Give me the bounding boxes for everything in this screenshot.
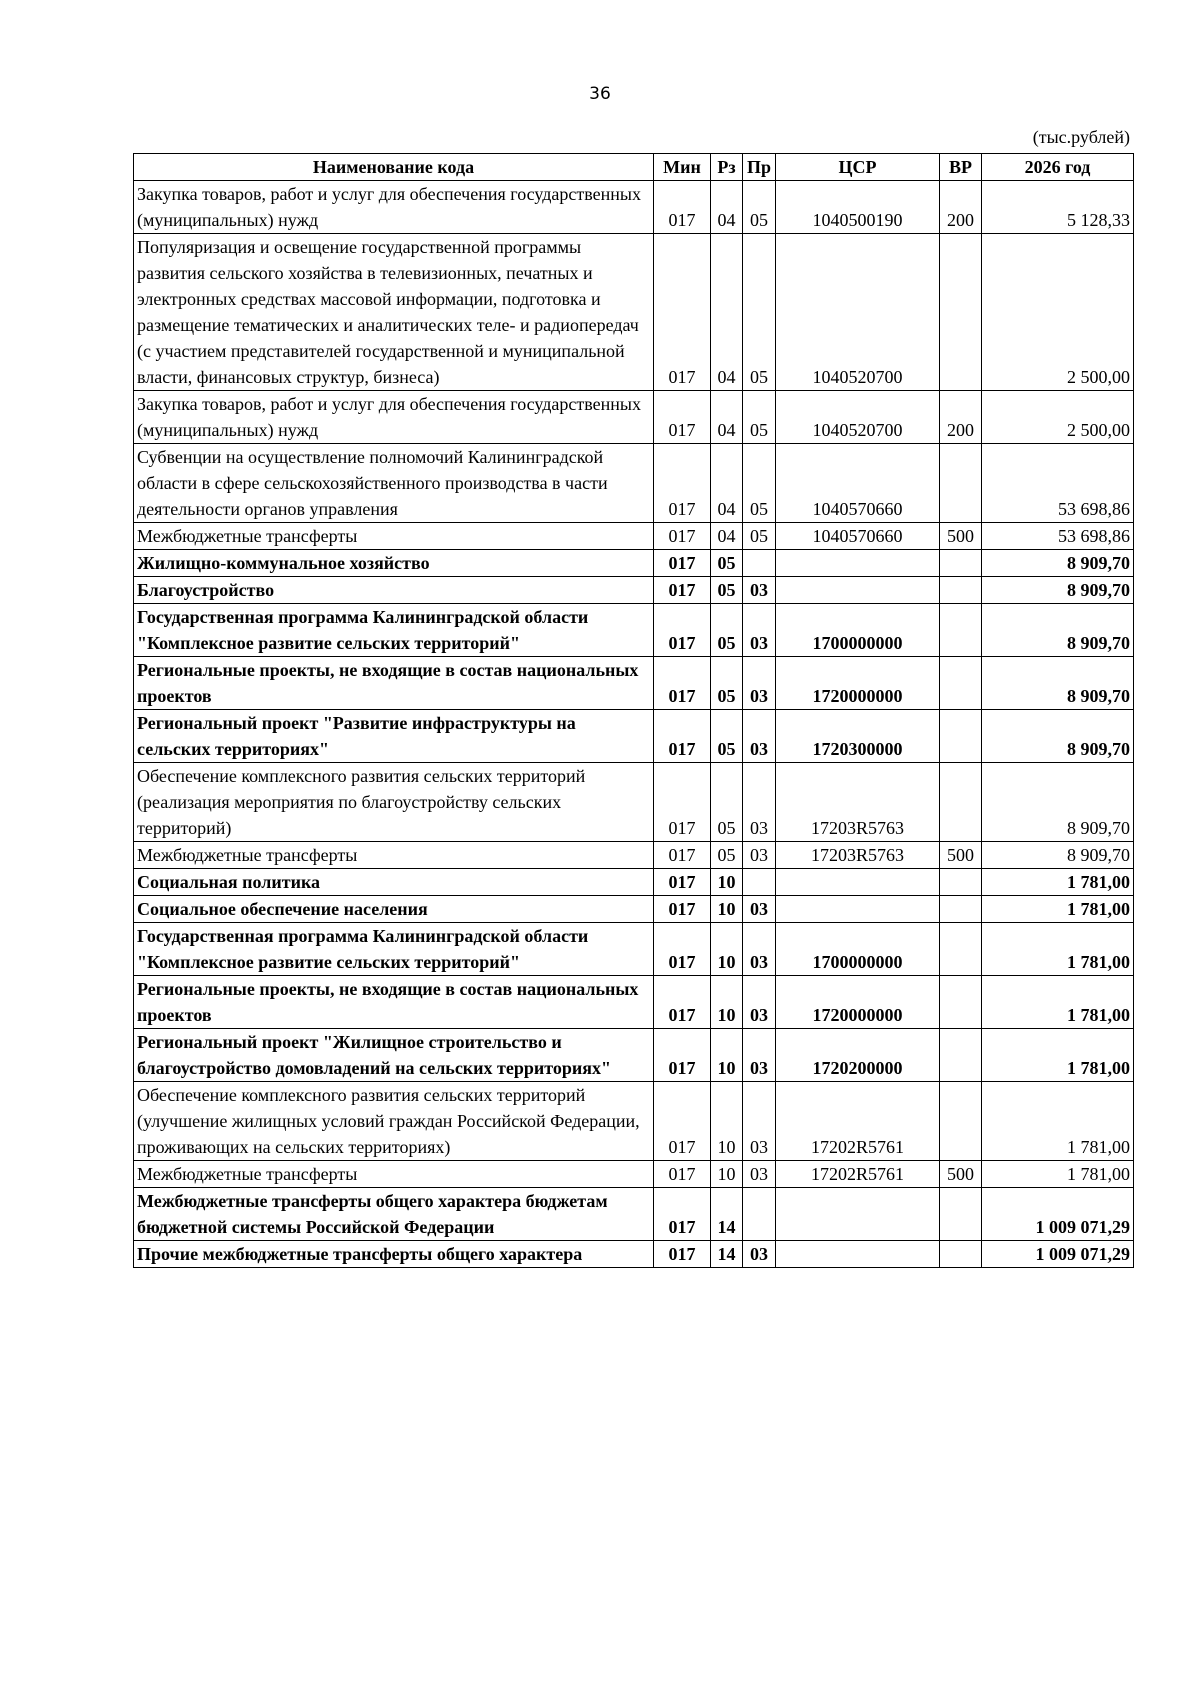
cell-csr: 17203R5763 <box>776 842 940 869</box>
cell-vr <box>940 896 982 923</box>
cell-name: Региональные проекты, не входящие в состав национальных проектов <box>134 976 654 1029</box>
cell-rz: 10 <box>711 923 743 976</box>
cell-min: 017 <box>654 657 711 710</box>
cell-sum: 53 698,86 <box>982 444 1134 523</box>
cell-vr <box>940 657 982 710</box>
cell-vr: 200 <box>940 181 982 234</box>
budget-table <box>133 153 1134 1268</box>
cell-name: Межбюджетные трансферты <box>134 842 654 869</box>
table-row <box>134 444 1134 523</box>
cell-min: 017 <box>654 1241 711 1268</box>
table-row <box>134 1029 1134 1082</box>
cell-name: Межбюджетные трансферты <box>134 1161 654 1188</box>
cell-csr: 1720000000 <box>776 657 940 710</box>
cell-name: Социальная политика <box>134 869 654 896</box>
cell-min: 017 <box>654 710 711 763</box>
cell-pr <box>743 1188 776 1241</box>
cell-vr <box>940 923 982 976</box>
cell-vr <box>940 234 982 391</box>
header-min: Мин <box>654 154 711 181</box>
cell-min: 017 <box>654 604 711 657</box>
cell-rz: 10 <box>711 1029 743 1082</box>
cell-name: Межбюджетные трансферты <box>134 523 654 550</box>
cell-sum: 1 781,00 <box>982 976 1134 1029</box>
cell-pr: 05 <box>743 234 776 391</box>
cell-name: Обеспечение комплексного развития сельских территорий (улучшение жилищных условий граждан Российской Федерации, проживающих на сельских территориях) <box>134 1082 654 1161</box>
cell-rz: 04 <box>711 444 743 523</box>
cell-min: 017 <box>654 869 711 896</box>
cell-name: Региональные проекты, не входящие в состав национальных проектов <box>134 657 654 710</box>
cell-csr <box>776 1188 940 1241</box>
cell-name: Межбюджетные трансферты общего характера бюджетам бюджетной системы Российской Федерации <box>134 1188 654 1241</box>
cell-csr: 17202R5761 <box>776 1082 940 1161</box>
cell-min: 017 <box>654 842 711 869</box>
cell-csr <box>776 896 940 923</box>
cell-min: 017 <box>654 763 711 842</box>
cell-min: 017 <box>654 181 711 234</box>
cell-min: 017 <box>654 1161 711 1188</box>
cell-pr: 03 <box>743 1029 776 1082</box>
cell-rz: 10 <box>711 976 743 1029</box>
cell-name: Региональный проект "Развитие инфраструктуры на сельских территориях" <box>134 710 654 763</box>
cell-min: 017 <box>654 976 711 1029</box>
table-row <box>134 181 1134 234</box>
table-row <box>134 604 1134 657</box>
cell-pr: 05 <box>743 523 776 550</box>
cell-sum: 1 781,00 <box>982 1082 1134 1161</box>
cell-csr <box>776 577 940 604</box>
cell-csr: 17203R5763 <box>776 763 940 842</box>
cell-name: Обеспечение комплексного развития сельских территорий (реализация мероприятия по благоустройству сельских территорий) <box>134 763 654 842</box>
cell-vr: 200 <box>940 391 982 444</box>
cell-vr <box>940 1082 982 1161</box>
cell-rz: 10 <box>711 869 743 896</box>
cell-pr: 03 <box>743 842 776 869</box>
cell-min: 017 <box>654 923 711 976</box>
cell-csr: 1700000000 <box>776 923 940 976</box>
cell-csr: 1040520700 <box>776 234 940 391</box>
cell-rz: 05 <box>711 550 743 577</box>
cell-rz: 05 <box>711 763 743 842</box>
cell-rz: 04 <box>711 523 743 550</box>
cell-csr: 1720300000 <box>776 710 940 763</box>
cell-rz: 10 <box>711 1082 743 1161</box>
table-header-row <box>134 154 1134 181</box>
cell-min: 017 <box>654 523 711 550</box>
cell-vr: 500 <box>940 523 982 550</box>
cell-name: Закупка товаров, работ и услуг для обеспечения государственных (муниципальных) нужд <box>134 181 654 234</box>
cell-min: 017 <box>654 444 711 523</box>
cell-name: Государственная программа Калининградской области "Комплексное развитие сельских территорий" <box>134 604 654 657</box>
cell-csr: 1040500190 <box>776 181 940 234</box>
cell-sum: 8 909,70 <box>982 763 1134 842</box>
cell-min: 017 <box>654 896 711 923</box>
cell-min: 017 <box>654 577 711 604</box>
cell-min: 017 <box>654 391 711 444</box>
cell-min: 017 <box>654 1029 711 1082</box>
table-row <box>134 710 1134 763</box>
table-row <box>134 550 1134 577</box>
cell-name: Социальное обеспечение населения <box>134 896 654 923</box>
cell-rz: 14 <box>711 1188 743 1241</box>
cell-pr: 05 <box>743 181 776 234</box>
cell-pr: 03 <box>743 657 776 710</box>
cell-vr <box>940 604 982 657</box>
cell-rz: 04 <box>711 391 743 444</box>
cell-sum: 1 781,00 <box>982 1161 1134 1188</box>
cell-sum: 2 500,00 <box>982 234 1134 391</box>
table-row <box>134 1161 1134 1188</box>
cell-pr: 05 <box>743 444 776 523</box>
cell-name: Закупка товаров, работ и услуг для обеспечения государственных (муниципальных) нужд <box>134 391 654 444</box>
cell-name: Благоустройство <box>134 577 654 604</box>
table-row <box>134 869 1134 896</box>
table-row <box>134 657 1134 710</box>
table-row <box>134 391 1134 444</box>
cell-csr: 1720200000 <box>776 1029 940 1082</box>
cell-sum: 8 909,70 <box>982 604 1134 657</box>
cell-rz: 10 <box>711 1161 743 1188</box>
cell-sum: 53 698,86 <box>982 523 1134 550</box>
header-pr: Пр <box>743 154 776 181</box>
header-year: 2026 год <box>982 154 1134 181</box>
cell-vr <box>940 1029 982 1082</box>
cell-rz: 05 <box>711 577 743 604</box>
cell-rz: 05 <box>711 657 743 710</box>
cell-sum: 1 781,00 <box>982 896 1134 923</box>
units-label: (тыс.рублей) <box>1032 127 1130 147</box>
cell-sum: 5 128,33 <box>982 181 1134 234</box>
cell-pr: 03 <box>743 710 776 763</box>
cell-rz: 04 <box>711 181 743 234</box>
cell-sum: 2 500,00 <box>982 391 1134 444</box>
cell-sum: 1 009 071,29 <box>982 1241 1134 1268</box>
cell-pr: 03 <box>743 577 776 604</box>
cell-pr: 03 <box>743 763 776 842</box>
cell-name: Субвенции на осуществление полномочий Калининградской области в сфере сельскохозяйственного производства в части деятельности органов управления <box>134 444 654 523</box>
table-row <box>134 1082 1134 1161</box>
cell-sum: 8 909,70 <box>982 657 1134 710</box>
cell-pr: 03 <box>743 1241 776 1268</box>
cell-rz: 04 <box>711 234 743 391</box>
header-rz: Рз <box>711 154 743 181</box>
cell-sum: 8 909,70 <box>982 710 1134 763</box>
cell-pr <box>743 550 776 577</box>
cell-vr <box>940 1241 982 1268</box>
cell-vr: 500 <box>940 842 982 869</box>
cell-sum: 8 909,70 <box>982 550 1134 577</box>
cell-sum: 1 009 071,29 <box>982 1188 1134 1241</box>
cell-csr: 1040570660 <box>776 444 940 523</box>
table-row <box>134 763 1134 842</box>
cell-csr <box>776 1241 940 1268</box>
cell-rz: 05 <box>711 710 743 763</box>
cell-name: Государственная программа Калининградской области "Комплексное развитие сельских территорий" <box>134 923 654 976</box>
table-row <box>134 842 1134 869</box>
cell-pr: 03 <box>743 923 776 976</box>
cell-vr <box>940 976 982 1029</box>
cell-min: 017 <box>654 1188 711 1241</box>
cell-vr <box>940 444 982 523</box>
cell-csr: 1720000000 <box>776 976 940 1029</box>
cell-name: Жилищно-коммунальное хозяйство <box>134 550 654 577</box>
cell-rz: 05 <box>711 842 743 869</box>
table-row <box>134 1188 1134 1241</box>
cell-min: 017 <box>654 550 711 577</box>
cell-sum: 1 781,00 <box>982 1029 1134 1082</box>
header-name: Наименование кода <box>134 154 654 181</box>
header-csr: ЦСР <box>776 154 940 181</box>
cell-vr <box>940 710 982 763</box>
cell-vr <box>940 550 982 577</box>
cell-vr <box>940 869 982 896</box>
cell-vr <box>940 1188 982 1241</box>
table-row <box>134 577 1134 604</box>
table-row <box>134 1241 1134 1268</box>
cell-rz: 14 <box>711 1241 743 1268</box>
cell-pr: 03 <box>743 976 776 1029</box>
cell-csr: 1040570660 <box>776 523 940 550</box>
cell-pr: 03 <box>743 896 776 923</box>
cell-csr: 17202R5761 <box>776 1161 940 1188</box>
cell-name: Прочие межбюджетные трансферты общего характера <box>134 1241 654 1268</box>
cell-pr <box>743 869 776 896</box>
cell-rz: 10 <box>711 896 743 923</box>
cell-min: 017 <box>654 1082 711 1161</box>
cell-rz: 05 <box>711 604 743 657</box>
cell-vr <box>940 763 982 842</box>
cell-pr: 03 <box>743 1161 776 1188</box>
cell-csr: 1040520700 <box>776 391 940 444</box>
cell-vr: 500 <box>940 1161 982 1188</box>
cell-vr <box>940 577 982 604</box>
header-vr: ВР <box>940 154 982 181</box>
cell-csr <box>776 550 940 577</box>
cell-min: 017 <box>654 234 711 391</box>
cell-csr <box>776 869 940 896</box>
cell-name: Популяризация и освещение государственной программы развития сельского хозяйства в телевизионных, печатных и электронных средствах массовой информации, подготовка и размещение тематических и аналитических теле- и радиопередач (с участием представителей государственной и муниципальной власти, финансовых структур, бизнеса) <box>134 234 654 391</box>
cell-csr: 1700000000 <box>776 604 940 657</box>
cell-sum: 1 781,00 <box>982 869 1134 896</box>
cell-sum: 8 909,70 <box>982 842 1134 869</box>
cell-pr: 03 <box>743 1082 776 1161</box>
page-number: 36 <box>589 84 611 104</box>
table-row <box>134 923 1134 976</box>
table-row <box>134 976 1134 1029</box>
cell-name: Региональный проект "Жилищное строительство и благоустройство домовладений на сельских территориях" <box>134 1029 654 1082</box>
table-row <box>134 523 1134 550</box>
cell-sum: 8 909,70 <box>982 577 1134 604</box>
table-row <box>134 896 1134 923</box>
cell-pr: 05 <box>743 391 776 444</box>
cell-pr: 03 <box>743 604 776 657</box>
table-body <box>134 181 1134 1268</box>
cell-sum: 1 781,00 <box>982 923 1134 976</box>
table-row <box>134 234 1134 391</box>
